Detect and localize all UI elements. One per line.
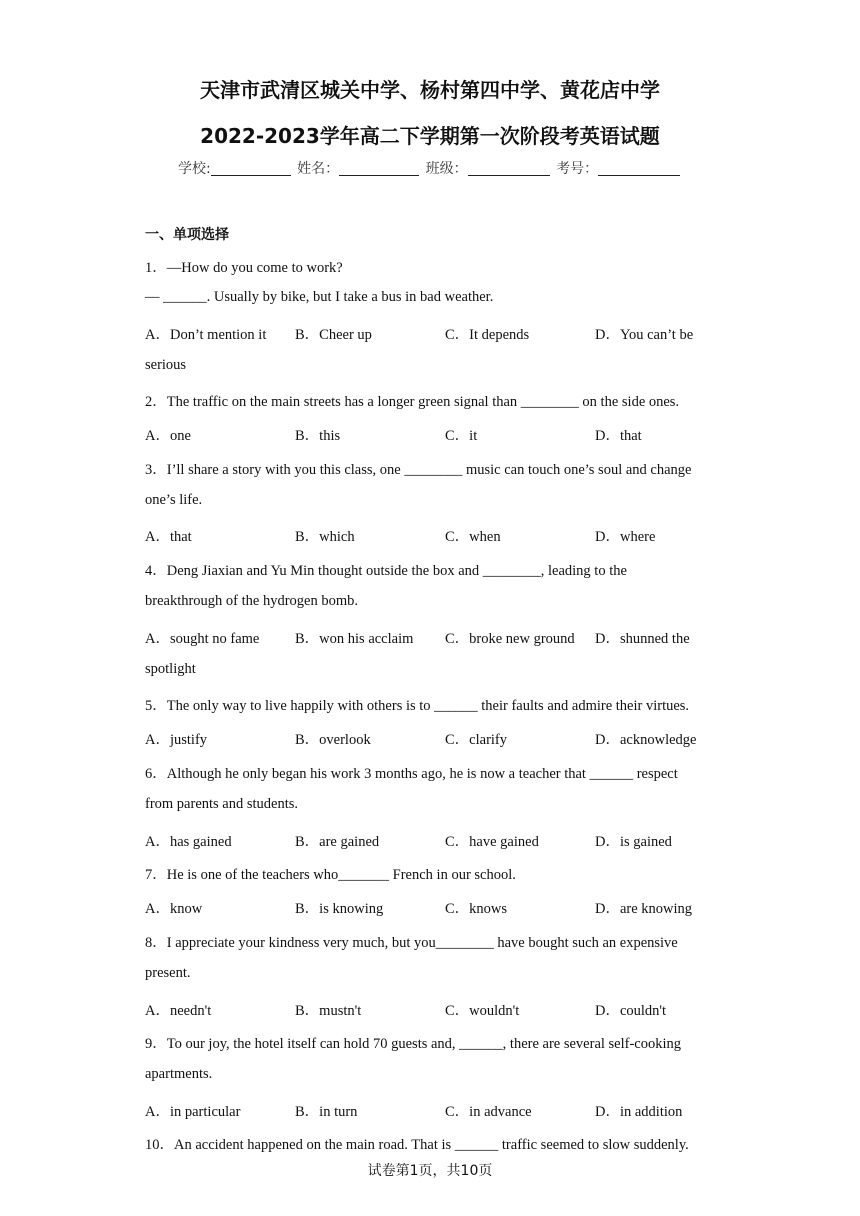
exam-number-blank[interactable] <box>598 161 680 176</box>
option-d[interactable]: D．acknowledge <box>595 732 697 748</box>
option-d[interactable]: D．are knowing <box>595 901 693 917</box>
school-blank[interactable] <box>211 161 291 176</box>
question-stem: breakthrough of the hydrogen bomb. <box>145 593 359 609</box>
question-stem: 4．Deng Jiaxian and Yu Min thought outside the box and ________, leading to the <box>145 563 627 579</box>
options-row <box>145 1100 745 1120</box>
option-d[interactable]: D．shunned the <box>595 631 690 647</box>
option-a[interactable]: A．in particular <box>145 1104 241 1120</box>
exam-title-line1: 天津市武清区城关中学、杨村第四中学、黄花店中学 <box>200 78 660 102</box>
option-a[interactable]: A．Don’t mention it <box>145 327 267 343</box>
option-c[interactable]: C．when <box>445 529 501 545</box>
options-row <box>145 525 745 545</box>
question-stem: 8．I appreciate your kindness very much, but you________ have bought such an expensive <box>145 935 678 951</box>
question-stem: present. <box>145 965 191 981</box>
class-blank[interactable] <box>468 161 550 176</box>
option-b[interactable]: B．which <box>295 529 355 545</box>
page-footer: 试卷第1页，共10页 <box>367 1163 493 1179</box>
option-b[interactable]: B．in turn <box>295 1104 358 1120</box>
question-stem: 7．He is one of the teachers who_______ French in our school. <box>145 867 516 883</box>
option-b[interactable]: B．this <box>295 428 341 444</box>
question-stem: 10．An accident happened on the main road. That is ______ traffic seemed to slow suddenly. <box>145 1137 689 1153</box>
section-title: 一、单项选择 <box>145 227 229 243</box>
option-c[interactable]: C．have gained <box>445 834 539 850</box>
option-d[interactable]: D．in addition <box>595 1104 683 1120</box>
options-row <box>145 424 745 444</box>
student-info-line <box>178 158 682 178</box>
option-a[interactable]: A．needn't <box>145 1003 212 1019</box>
question-stem: 9．To our joy, the hotel itself can hold 70 guests and, ______, there are several self-cooking <box>145 1036 682 1052</box>
option-wrap: spotlight <box>145 661 196 677</box>
option-b[interactable]: B．is knowing <box>295 901 384 917</box>
option-d[interactable]: D．couldn't <box>595 1003 667 1019</box>
option-a[interactable]: A．sought no fame <box>145 631 260 647</box>
exam-number-label: 考号： <box>556 161 599 177</box>
options-row <box>145 897 745 917</box>
option-b[interactable]: B．are gained <box>295 834 380 850</box>
class-label: 班级： <box>425 161 468 177</box>
option-b[interactable]: B．Cheer up <box>295 327 372 343</box>
question-stem: 6．Although he only began his work 3 months ago, he is now a teacher that ______ respect <box>145 766 678 782</box>
option-b[interactable]: B．overlook <box>295 732 371 748</box>
option-d[interactable]: D．where <box>595 529 656 545</box>
options-row <box>145 627 745 647</box>
option-a[interactable]: A．justify <box>145 732 208 748</box>
options-row <box>145 323 745 343</box>
option-a[interactable]: A．has gained <box>145 834 232 850</box>
option-c[interactable]: C．broke new ground <box>445 631 575 647</box>
question-stem: 5．The only way to live happily with others is to ______ their faults and admire their virtues. <box>145 698 690 714</box>
option-c[interactable]: C．in advance <box>445 1104 532 1120</box>
option-a[interactable]: A．that <box>145 529 192 545</box>
options-row <box>145 999 745 1019</box>
option-wrap: serious <box>145 357 187 373</box>
exam-title-line2: 2022-2023学年高二下学期第一次阶段考英语试题 <box>200 124 660 148</box>
question-stem: 2．The traffic on the main streets has a longer green signal than ________ on the side ones. <box>145 394 680 410</box>
options-row <box>145 728 745 748</box>
options-row <box>145 830 745 850</box>
option-d[interactable]: D．that <box>595 428 642 444</box>
option-c[interactable]: C．knows <box>445 901 508 917</box>
question-stem: one’s life. <box>145 492 203 508</box>
option-b[interactable]: B．mustn't <box>295 1003 362 1019</box>
question-stem: apartments. <box>145 1066 213 1082</box>
option-b[interactable]: B．won his acclaim <box>295 631 414 647</box>
name-label: 姓名： <box>297 161 340 177</box>
question-stem: — ______. Usually by bike, but I take a bus in bad weather. <box>145 289 494 305</box>
question-stem: from parents and students. <box>145 796 299 812</box>
option-c[interactable]: C．It depends <box>445 327 530 343</box>
option-c[interactable]: C．clarify <box>445 732 508 748</box>
name-blank[interactable] <box>339 161 419 176</box>
option-c[interactable]: C．it <box>445 428 478 444</box>
school-label: 学校: <box>178 161 211 177</box>
option-d[interactable]: D．is gained <box>595 834 672 850</box>
option-d[interactable]: D．You can’t be <box>595 327 694 343</box>
option-a[interactable]: A．know <box>145 901 203 917</box>
option-a[interactable]: A．one <box>145 428 191 444</box>
question-stem: 3．I’ll share a story with you this class, one ________ music can touch one’s soul and change <box>145 462 692 478</box>
option-c[interactable]: C．wouldn't <box>445 1003 520 1019</box>
question-stem: 1．—How do you come to work? <box>145 260 343 276</box>
